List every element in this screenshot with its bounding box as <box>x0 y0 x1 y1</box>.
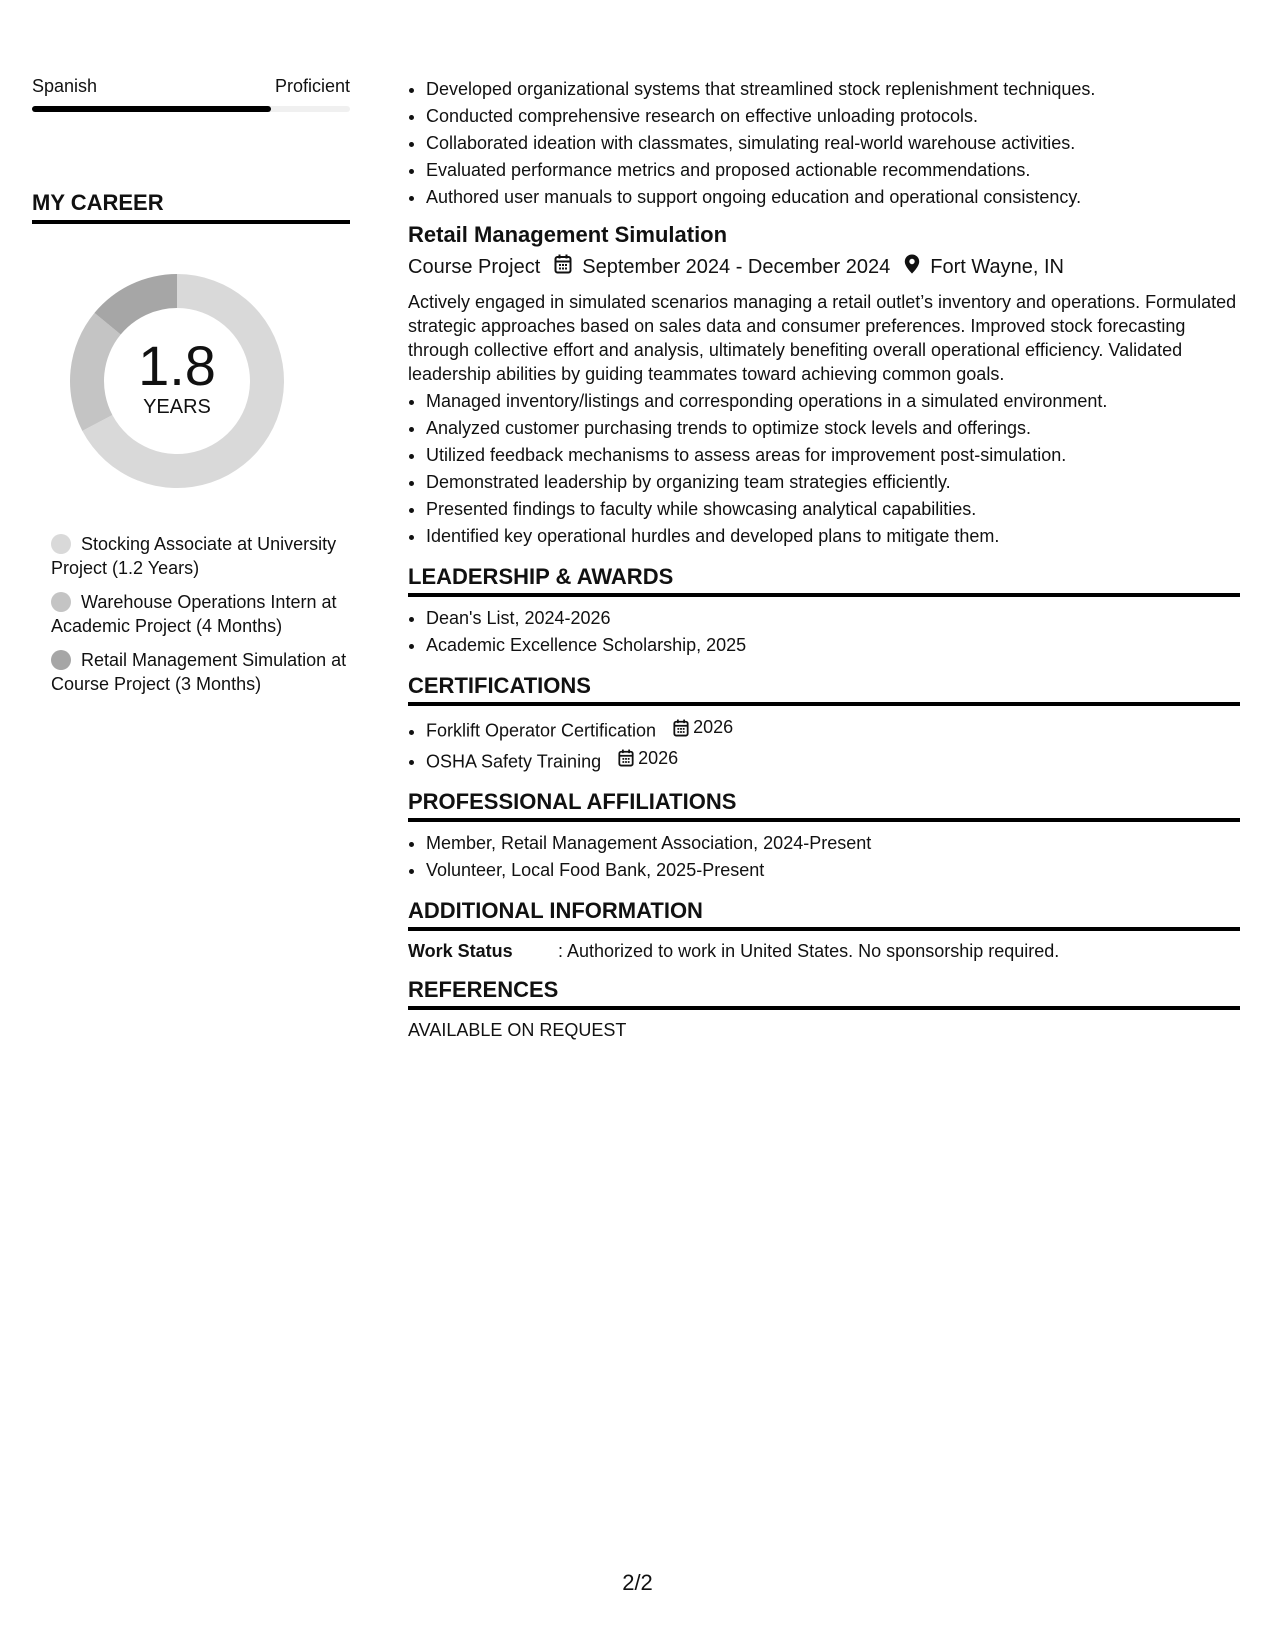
legend-item <box>51 648 350 696</box>
legend-dot <box>51 534 71 554</box>
legend-item <box>51 532 350 580</box>
legend-label: Retail Management Simulation at Course Project (3 Months) <box>51 650 347 694</box>
list-item: • Academic Excellence Scholarship, 2025 <box>426 632 1240 659</box>
list-item: • Member, Retail Management Association, 2024-Present <box>426 830 1240 857</box>
career-total-unit: YEARS <box>143 395 211 418</box>
donut-center <box>62 266 292 496</box>
career-donut-chart <box>62 266 292 496</box>
legend-dot <box>51 650 71 670</box>
work-status-row <box>408 939 1240 963</box>
references-heading: REFERENCES <box>408 977 1240 1010</box>
awards-heading: LEADERSHIP & AWARDS <box>408 564 1240 597</box>
career-legend <box>51 532 350 696</box>
work-status-label: Work Status <box>408 941 513 961</box>
certification-name: OSHA Safety Training <box>426 751 602 771</box>
language-proficiency-bar <box>32 106 350 112</box>
job-meta <box>408 254 1240 280</box>
language-name: Spanish <box>32 76 98 96</box>
list-item <box>426 745 1240 776</box>
sidebar <box>32 76 350 706</box>
certification-date <box>618 745 678 772</box>
list-item: • Volunteer, Local Food Bank, 2025-Present <box>426 857 1240 884</box>
list-item <box>426 714 1240 745</box>
list-item: • Evaluated performance metrics and proposed actionable recommendations. <box>426 157 1240 184</box>
list-item: • Dean's List, 2024-2026 <box>426 605 1240 632</box>
additional-info-heading: ADDITIONAL INFORMATION <box>408 898 1240 931</box>
main-column <box>408 76 1240 1042</box>
certification-year: 2026 <box>693 717 734 737</box>
job-dates: September 2024 - December 2024 <box>582 255 891 278</box>
page-number: 2/2 <box>622 1570 653 1595</box>
calendar-icon <box>618 749 634 767</box>
certification-date <box>673 714 733 741</box>
list-item: • Managed inventory/listings and corresponding operations in a simulated environment. <box>426 388 1240 415</box>
list-item: • Authored user manuals to support ongoing education and operational consistency. <box>426 184 1240 211</box>
affiliations-list <box>408 830 1240 884</box>
language-level: Proficient <box>274 76 350 96</box>
legend-label: Stocking Associate at University Project (1.2 Years) <box>51 534 337 578</box>
previous-job-bullets <box>408 76 1240 211</box>
career-heading: MY CAREER <box>32 190 350 224</box>
legend-item <box>51 590 350 638</box>
list-item: • Analyzed customer purchasing trends to optimize stock levels and offerings. <box>426 415 1240 442</box>
list-item: • Identified key operational hurdles and developed plans to mitigate them. <box>426 523 1240 550</box>
language-proficiency-fill <box>32 106 271 112</box>
job-location: Fort Wayne, IN <box>930 255 1064 278</box>
list-item: • Conducted comprehensive research on effective unloading protocols. <box>426 103 1240 130</box>
awards-list <box>408 605 1240 659</box>
list-item: • Utilized feedback mechanisms to assess areas for improvement post-simulation. <box>426 442 1240 469</box>
calendar-icon <box>554 254 572 280</box>
map-pin-icon <box>904 254 920 280</box>
affiliations-heading: PROFESSIONAL AFFILIATIONS <box>408 789 1240 822</box>
list-item: • Collaborated ideation with classmates, simulating real-world warehouse activities. <box>426 130 1240 157</box>
certification-name: Forklift Operator Certification <box>426 720 657 741</box>
work-status-value: : Authorized to work in United States. No sponsorship required. <box>558 941 1060 961</box>
references-text: AVAILABLE ON REQUEST <box>408 1020 627 1040</box>
job-org: Course Project <box>408 255 541 278</box>
job-bullets <box>408 388 1240 550</box>
job-description: Actively engaged in simulated scenarios managing a retail outlet’s inventory and operations. Formulated strategic approaches based on sales data and consumer preferences. Improved stock forecasting through collective effort and analysis, ultimately benefiting overall operational efficiency. Validated leadership abilities by guiding teammates toward achieving common goals. <box>408 292 1237 384</box>
language-row <box>32 76 350 97</box>
certifications-heading: CERTIFICATIONS <box>408 673 1240 706</box>
list-item: • Developed organizational systems that streamlined stock replenishment techniques. <box>426 76 1240 103</box>
legend-dot <box>51 592 71 612</box>
certifications-list <box>408 714 1240 775</box>
career-total-years: 1.8 <box>138 333 216 397</box>
certification-year: 2026 <box>638 747 679 768</box>
list-item: • Presented findings to faculty while showcasing analytical capabilities. <box>426 496 1240 523</box>
calendar-icon <box>673 719 689 737</box>
job-title: Retail Management Simulation <box>408 222 728 247</box>
list-item: • Demonstrated leadership by organizing team strategies efficiently. <box>426 469 1240 496</box>
legend-label: Warehouse Operations Intern at Academic Project (4 Months) <box>51 592 337 636</box>
